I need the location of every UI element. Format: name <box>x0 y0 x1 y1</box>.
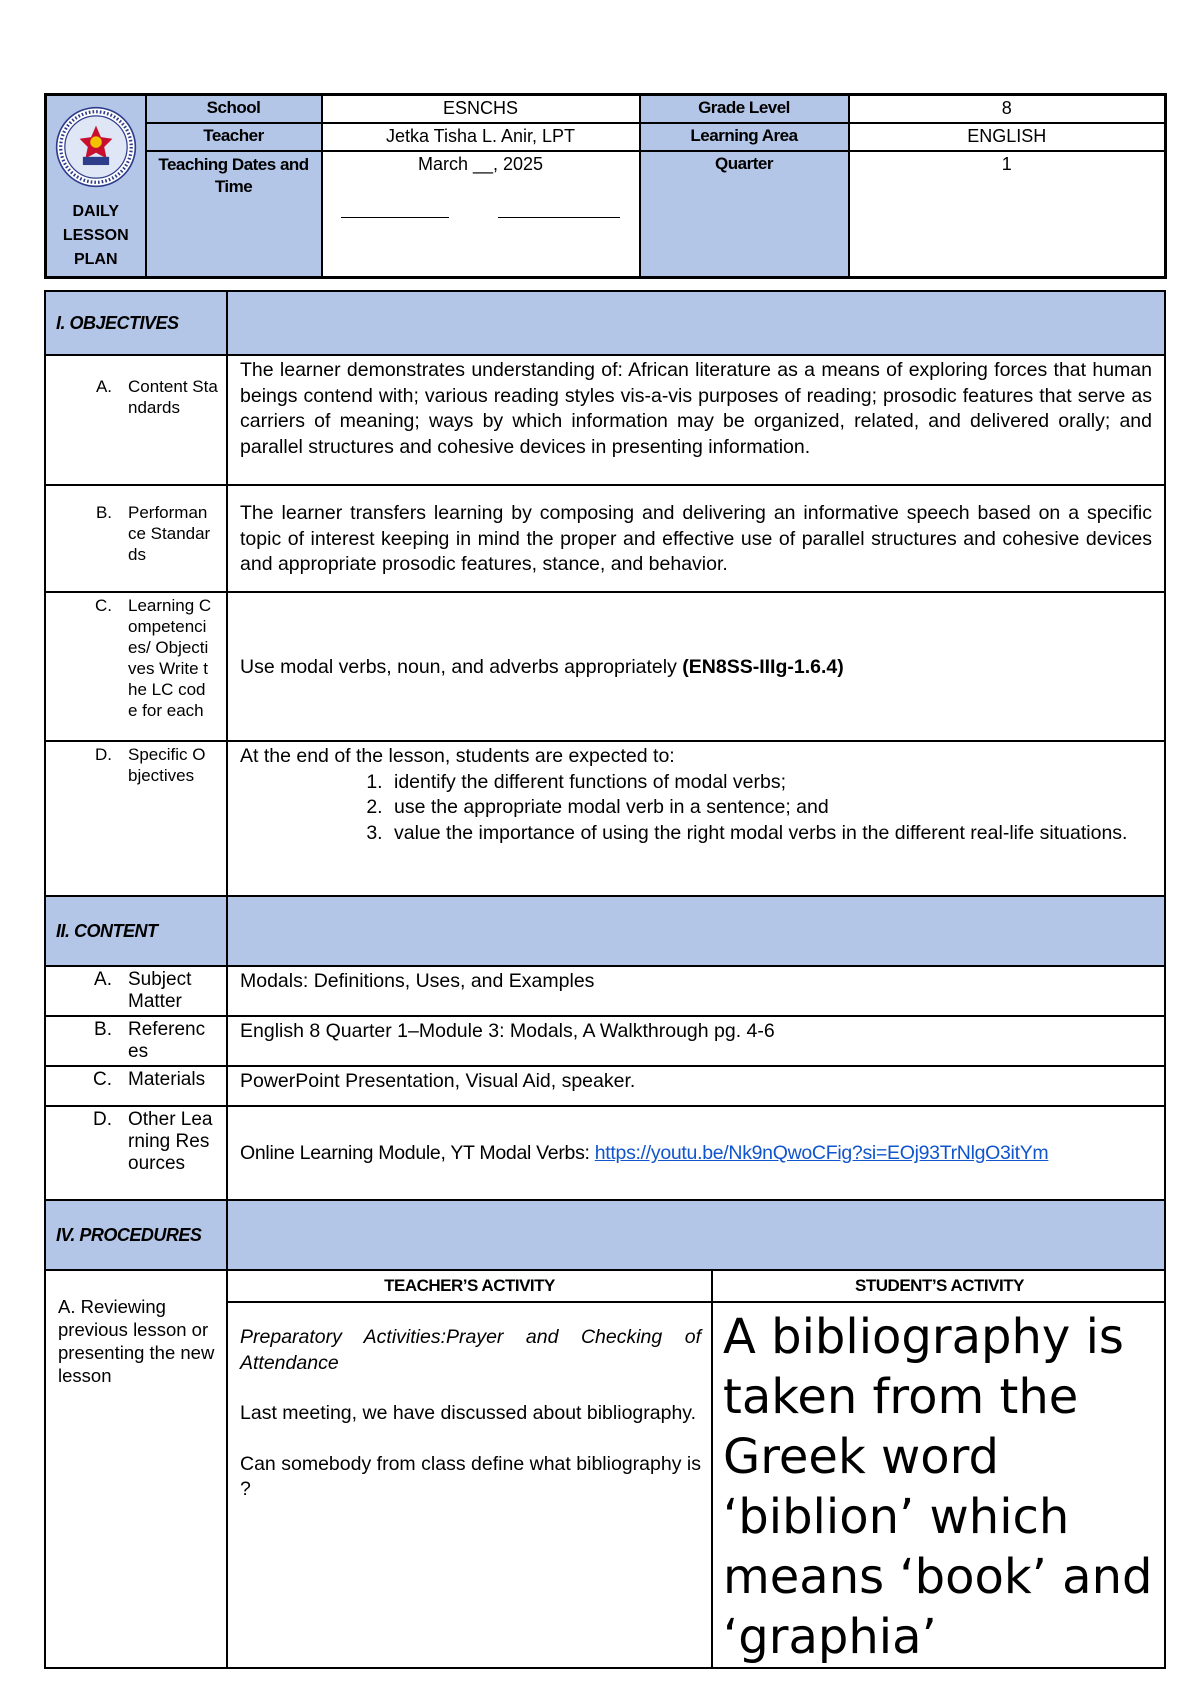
specific-objectives-text: At the end of the lesson, students are expected to: 1. identify the different functions of modal verbs; 2. use the appropriate modal verb in a sentence; and 3. value the importance of using the right modal verbs in the different real-life situations. <box>228 742 1164 846</box>
materials-text: PowerPoint Presentation, Visual Aid, speaker. <box>240 1070 636 1092</box>
teacher-paragraph: Preparatory Activities:Prayer and Checking of Attendance <box>240 1326 701 1374</box>
materials-row <box>45 1066 1165 1106</box>
objectives-title: I. OBJECTIVES <box>45 291 227 355</box>
materials-label: C. Materials <box>93 1069 206 1090</box>
teacher-paragraph: Can somebody from class define what bibliography is ? <box>240 1452 701 1500</box>
content-title: II. CONTENT <box>45 896 227 966</box>
dates-label: Teaching Dates and Time <box>146 151 322 278</box>
procedures-header-row <box>45 1200 1165 1270</box>
references-row <box>45 1016 1165 1066</box>
content-header-row <box>45 896 1165 966</box>
other-resources-row <box>45 1106 1165 1200</box>
references-text: English 8 Quarter 1–Module 3: Modals, A Walkthrough pg. 4-6 <box>240 1020 775 1042</box>
student-activity-header: STUDENT’S ACTIVITY <box>712 1271 1166 1302</box>
list-item: 2. use the appropriate modal verb in a sentence; and <box>388 795 1152 821</box>
activity-table <box>228 1271 1166 1667</box>
youtube-link[interactable]: https://youtu.be/Nk9nQwoCFig?si=EOj93TrNlgO3itYm <box>594 1142 1049 1165</box>
area-label: Learning Area <box>640 123 849 151</box>
list-item: 1. identify the different functions of modal verbs; <box>388 770 1152 796</box>
other-resources-text: Online Learning Module, YT Modal Verbs: https://youtu.be/Nk9nQwoCFig?si=EOj93TrNlgO3itYm <box>240 1142 1049 1165</box>
performance-standards-text: The learner transfers learning by composing and delivering an informative speech based on a specific topic of interest keeping in mind the proper and effective use of parallel structures and cohesive devices and appropriate prosodic features, stance, and behavior. <box>240 502 1152 576</box>
teacher-value: Jetka Tisha L. Anir, LPT <box>322 123 640 151</box>
references-label: B. References <box>94 1019 206 1062</box>
learning-competencies-row <box>45 592 1165 741</box>
learning-competencies-label: C. Learning Competencies/ Objectives Write the LC code for each <box>95 596 212 720</box>
objectives-header-row <box>45 291 1165 355</box>
time-blank-start <box>341 216 449 218</box>
procedures-row <box>45 1270 1165 1668</box>
area-value: ENGLISH <box>849 123 1166 151</box>
dates-cell <box>322 151 640 278</box>
lc-code: (EN8SS-IIIg-1.6.4) <box>682 655 844 678</box>
school-value: ESNCHS <box>322 95 640 123</box>
subject-matter-row <box>45 966 1165 1016</box>
school-label: School <box>146 95 322 123</box>
specific-objectives-label: D. Specific Objectives <box>95 745 206 785</box>
objectives-list <box>240 770 1152 847</box>
content-standards-text: The learner demonstrates understanding of: African literature as a means of exploring forces that human beings contend with; various reading styles vis-a-vis purposes of reading; prosodic features that serve as carriers of meaning; ways by which information may be organized, related, and delivered orally; and parallel structures and cohesive devices in presenting information. <box>240 359 1152 458</box>
student-activity-cell: A bibliography is taken from the Greek word ‘biblion’ which means ‘book’ and ‘graphia’ <box>723 1309 1153 1665</box>
quarter-value: 1 <box>849 151 1166 278</box>
content-standards-label: A. Content Standards <box>95 377 218 417</box>
performance-standards-label: B. Performance Standards <box>95 503 211 564</box>
quarter-label: Quarter <box>640 151 849 278</box>
other-resources-label: D. Other Learning Resources <box>93 1109 213 1174</box>
lesson-plan-table <box>44 290 1166 1669</box>
teacher-activity-header: TEACHER’S ACTIVITY <box>228 1271 712 1302</box>
grade-value: 8 <box>849 95 1166 123</box>
grade-label: Grade Level <box>640 95 849 123</box>
deped-seal-icon <box>55 106 137 188</box>
time-blank-end <box>498 216 620 218</box>
logo-cell <box>46 95 146 278</box>
subject-matter-text: Modals: Definitions, Uses, and Examples <box>240 970 595 992</box>
dlp-title: DAILY LESSON PLAN <box>62 203 129 268</box>
subject-matter-label: A. Subject Matter <box>94 969 192 1012</box>
teacher-label: Teacher <box>146 123 322 151</box>
header-table <box>44 93 1167 279</box>
dates-value: March __, 2025 <box>417 153 544 174</box>
procedure-step-label: A. Reviewing previous lesson or presenting the new lesson <box>45 1270 227 1668</box>
teacher-paragraph: Last meeting, we have discussed about bibliography. <box>240 1402 697 1424</box>
specific-objectives-row <box>45 741 1165 896</box>
learning-competencies-text: Use modal verbs, noun, and adverbs appropriately (EN8SS-IIIg-1.6.4) <box>240 655 844 678</box>
list-item: 3. value the importance of using the right modal verbs in the different real-life situations. <box>388 821 1152 847</box>
content-standards-row <box>45 355 1165 485</box>
teacher-activity-cell <box>228 1302 712 1667</box>
performance-standards-row <box>45 485 1165 592</box>
procedures-title: IV. PROCEDURES <box>45 1200 227 1270</box>
